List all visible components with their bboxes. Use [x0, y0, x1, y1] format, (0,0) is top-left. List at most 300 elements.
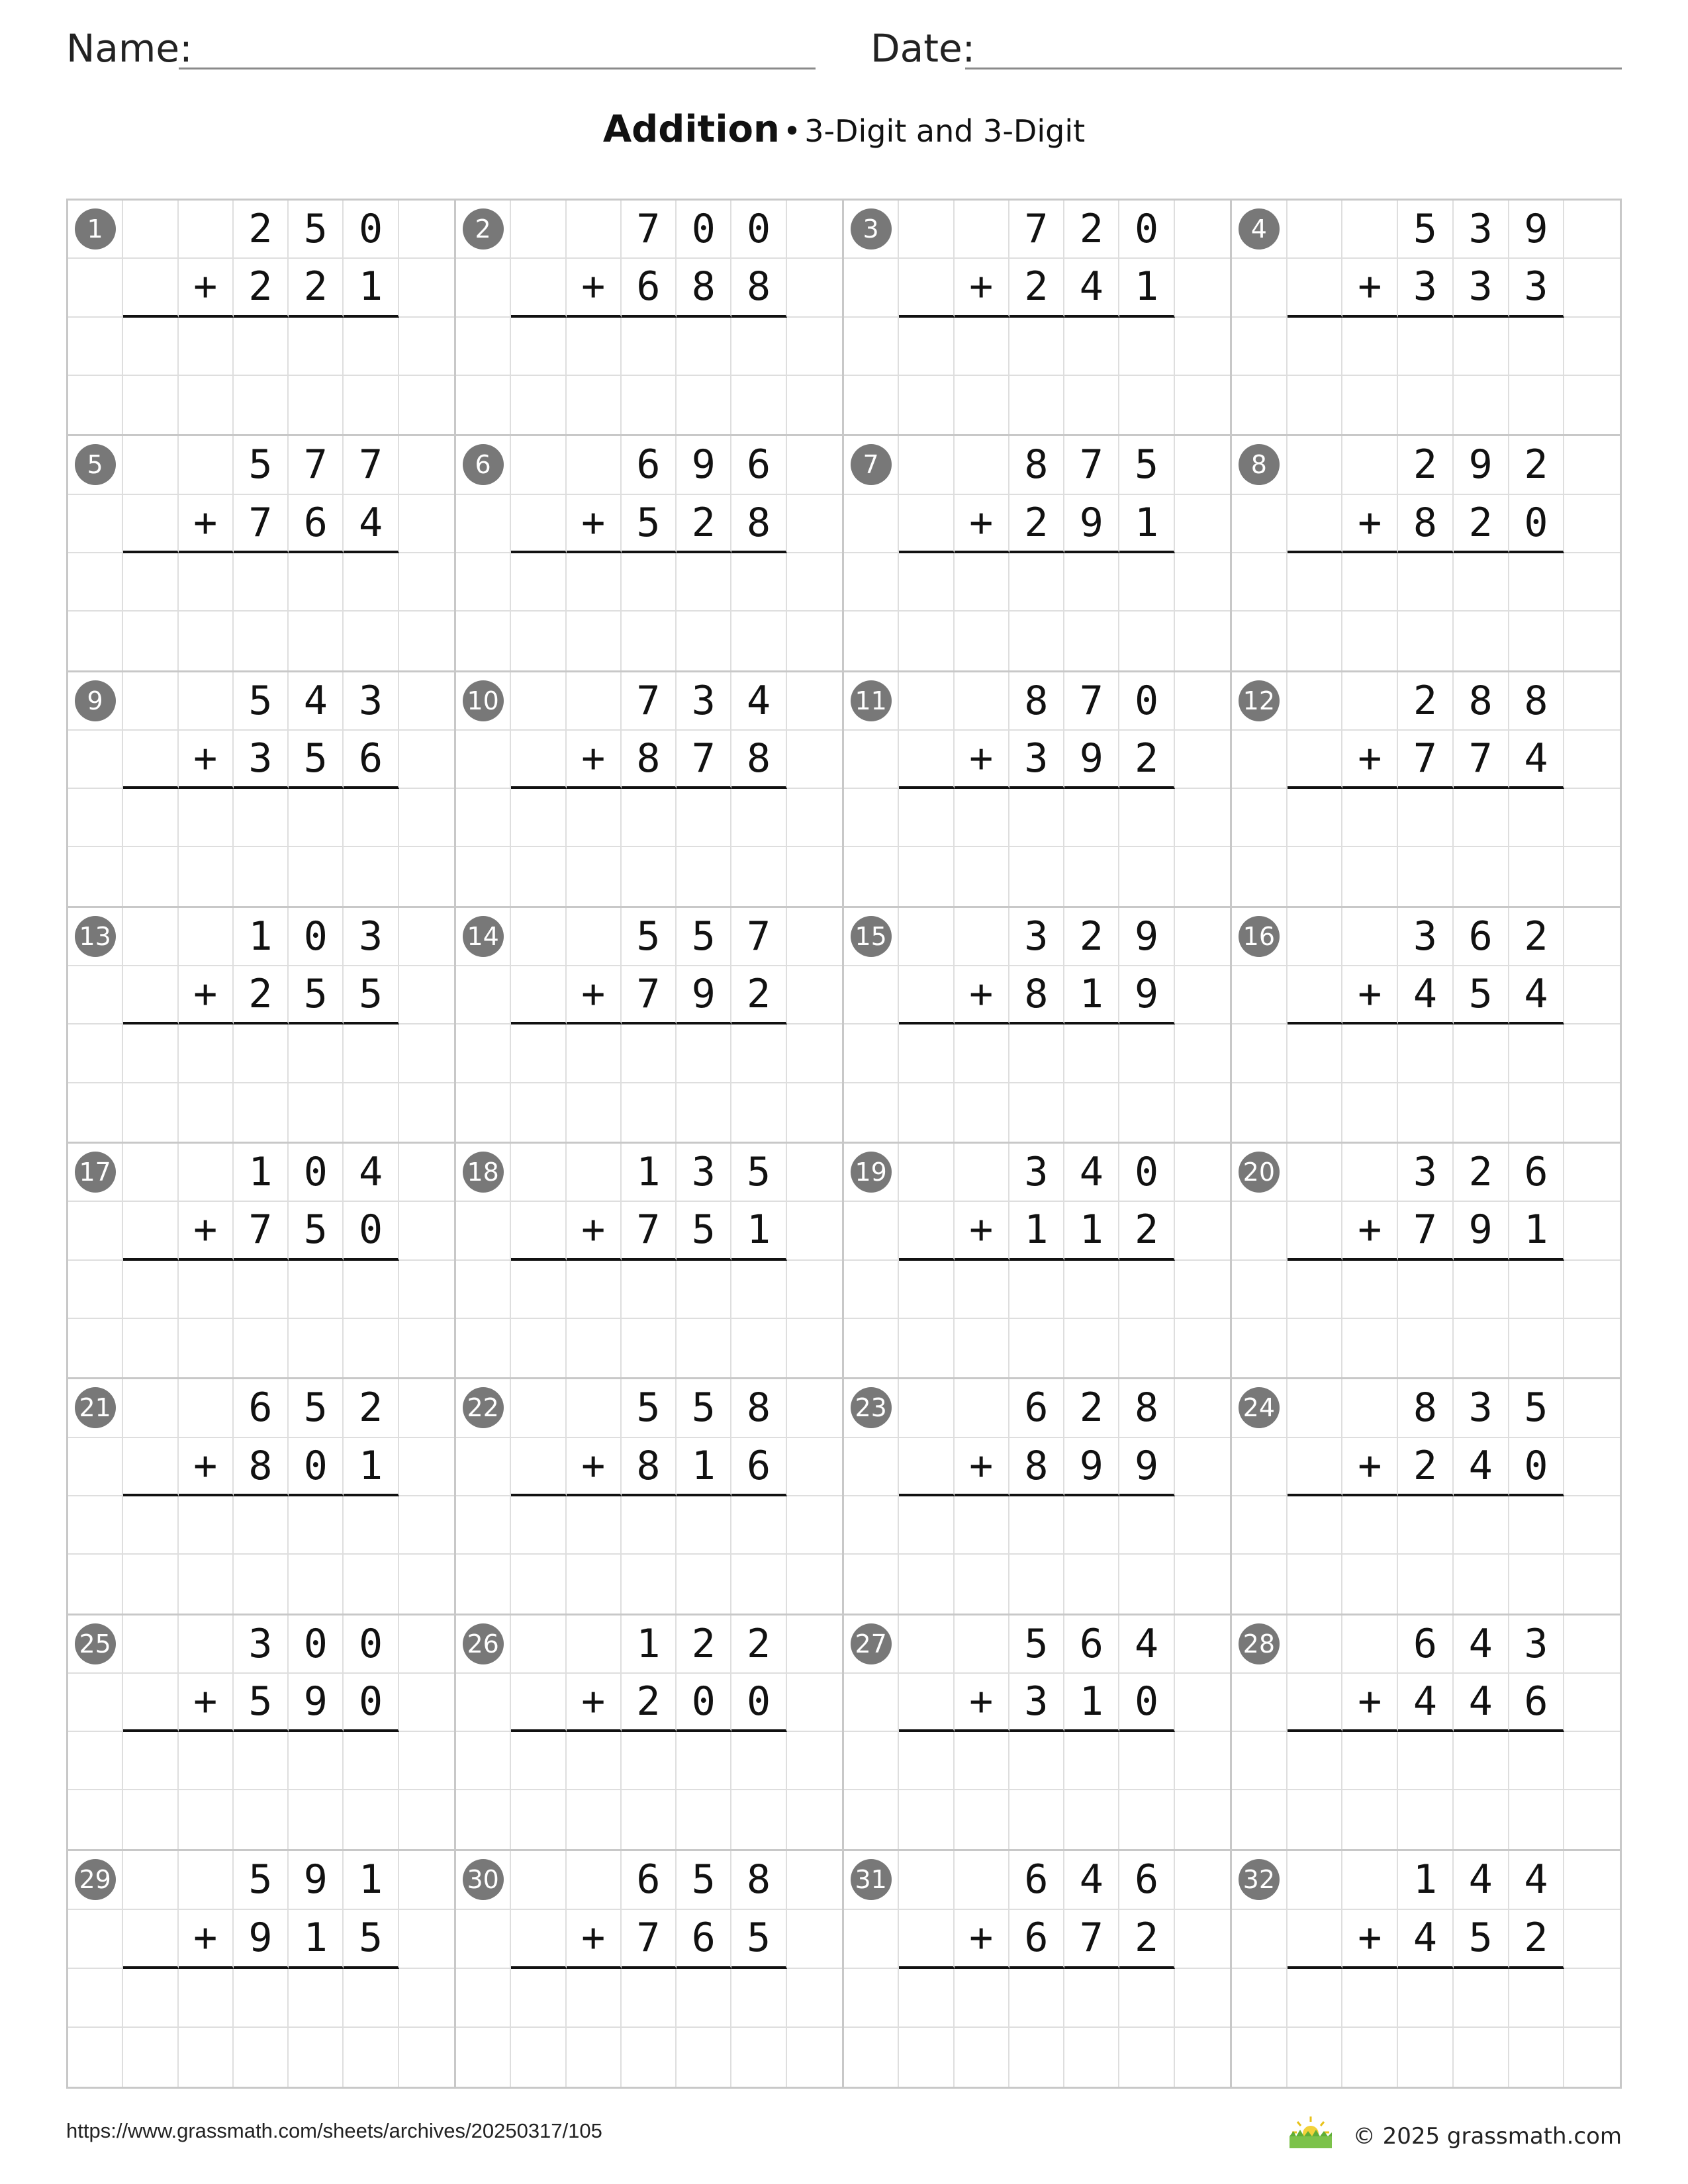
work-cell[interactable]: [567, 376, 622, 434]
work-cell[interactable]: [1232, 1024, 1288, 1083]
work-cell[interactable]: [511, 612, 566, 670]
work-cell[interactable]: [1564, 847, 1620, 905]
work-cell[interactable]: [1175, 1083, 1230, 1142]
work-cell[interactable]: [1064, 2028, 1119, 2087]
work-cell[interactable]: [68, 318, 123, 376]
work-cell[interactable]: [844, 1319, 899, 1377]
work-cell[interactable]: [1064, 1024, 1119, 1083]
work-cell[interactable]: [1454, 1732, 1509, 1790]
work-cell[interactable]: [1509, 1555, 1565, 1613]
work-cell[interactable]: [567, 1790, 622, 1848]
work-cell[interactable]: [68, 1083, 123, 1142]
work-cell[interactable]: [123, 1732, 178, 1790]
work-cell[interactable]: [344, 1024, 399, 1083]
work-cell[interactable]: [179, 789, 234, 847]
work-cell[interactable]: [1288, 1261, 1343, 1319]
work-cell[interactable]: [622, 1732, 677, 1790]
work-cell[interactable]: [1564, 1024, 1620, 1083]
work-cell[interactable]: [1342, 376, 1398, 434]
work-cell[interactable]: [123, 1790, 178, 1848]
work-cell[interactable]: [344, 1261, 399, 1319]
work-cell[interactable]: [899, 1496, 954, 1555]
work-cell[interactable]: [844, 1555, 899, 1613]
work-cell[interactable]: [123, 1319, 178, 1377]
work-cell[interactable]: [677, 612, 731, 670]
work-cell[interactable]: [1342, 1969, 1398, 2028]
work-cell[interactable]: [731, 789, 786, 847]
work-cell[interactable]: [511, 847, 566, 905]
work-cell[interactable]: [622, 553, 677, 612]
work-cell[interactable]: [344, 2028, 399, 2087]
work-cell[interactable]: [123, 553, 178, 612]
work-cell[interactable]: [511, 1790, 566, 1848]
work-cell[interactable]: [1398, 1555, 1454, 1613]
work-cell[interactable]: [1009, 1732, 1064, 1790]
work-cell[interactable]: [622, 1083, 677, 1142]
work-cell[interactable]: [1564, 1790, 1620, 1848]
work-cell[interactable]: [456, 1790, 511, 1848]
work-cell[interactable]: [1064, 553, 1119, 612]
work-cell[interactable]: [1454, 789, 1509, 847]
work-cell[interactable]: [1232, 1496, 1288, 1555]
work-cell[interactable]: [1288, 2028, 1343, 2087]
name-field-line[interactable]: [179, 68, 816, 69]
work-cell[interactable]: [1398, 1024, 1454, 1083]
work-cell[interactable]: [289, 318, 344, 376]
work-cell[interactable]: [844, 1261, 899, 1319]
work-cell[interactable]: [1175, 789, 1230, 847]
work-cell[interactable]: [1119, 1790, 1174, 1848]
work-cell[interactable]: [844, 553, 899, 612]
work-cell[interactable]: [1509, 318, 1565, 376]
work-cell[interactable]: [844, 2028, 899, 2087]
work-cell[interactable]: [622, 612, 677, 670]
work-cell[interactable]: [955, 847, 1009, 905]
work-cell[interactable]: [511, 789, 566, 847]
work-cell[interactable]: [511, 1083, 566, 1142]
work-cell[interactable]: [955, 553, 1009, 612]
work-cell[interactable]: [179, 553, 234, 612]
work-cell[interactable]: [1454, 2028, 1509, 2087]
work-cell[interactable]: [1119, 612, 1174, 670]
work-cell[interactable]: [511, 1024, 566, 1083]
work-cell[interactable]: [1064, 1790, 1119, 1848]
work-cell[interactable]: [344, 847, 399, 905]
work-cell[interactable]: [955, 1024, 1009, 1083]
work-cell[interactable]: [731, 1261, 786, 1319]
work-cell[interactable]: [844, 1790, 899, 1848]
work-cell[interactable]: [1564, 553, 1620, 612]
work-cell[interactable]: [179, 1732, 234, 1790]
work-cell[interactable]: [1119, 1496, 1174, 1555]
work-cell[interactable]: [677, 1024, 731, 1083]
work-cell[interactable]: [899, 1024, 954, 1083]
work-cell[interactable]: [1288, 1024, 1343, 1083]
work-cell[interactable]: [1342, 1555, 1398, 1613]
work-cell[interactable]: [179, 1790, 234, 1848]
work-cell[interactable]: [1009, 1790, 1064, 1848]
work-cell[interactable]: [787, 318, 842, 376]
work-cell[interactable]: [456, 376, 511, 434]
work-cell[interactable]: [179, 847, 234, 905]
work-cell[interactable]: [234, 2028, 289, 2087]
work-cell[interactable]: [1564, 2028, 1620, 2087]
work-cell[interactable]: [1509, 1496, 1565, 1555]
work-cell[interactable]: [511, 1496, 566, 1555]
work-cell[interactable]: [1064, 612, 1119, 670]
work-cell[interactable]: [622, 1261, 677, 1319]
work-cell[interactable]: [622, 1555, 677, 1613]
work-cell[interactable]: [677, 789, 731, 847]
work-cell[interactable]: [1009, 1024, 1064, 1083]
work-cell[interactable]: [344, 1790, 399, 1848]
work-cell[interactable]: [1009, 1083, 1064, 1142]
work-cell[interactable]: [1288, 553, 1343, 612]
work-cell[interactable]: [1232, 318, 1288, 376]
work-cell[interactable]: [844, 1496, 899, 1555]
work-cell[interactable]: [787, 1555, 842, 1613]
work-cell[interactable]: [1175, 1261, 1230, 1319]
work-cell[interactable]: [567, 553, 622, 612]
work-cell[interactable]: [511, 1969, 566, 2028]
work-cell[interactable]: [234, 1261, 289, 1319]
work-cell[interactable]: [1564, 318, 1620, 376]
work-cell[interactable]: [955, 789, 1009, 847]
work-cell[interactable]: [1288, 1319, 1343, 1377]
work-cell[interactable]: [1175, 2028, 1230, 2087]
work-cell[interactable]: [289, 1024, 344, 1083]
work-cell[interactable]: [844, 847, 899, 905]
work-cell[interactable]: [68, 553, 123, 612]
work-cell[interactable]: [787, 1024, 842, 1083]
work-cell[interactable]: [179, 318, 234, 376]
work-cell[interactable]: [899, 318, 954, 376]
work-cell[interactable]: [1454, 612, 1509, 670]
work-cell[interactable]: [1064, 789, 1119, 847]
work-cell[interactable]: [1509, 376, 1565, 434]
work-cell[interactable]: [567, 1969, 622, 2028]
work-cell[interactable]: [1454, 1319, 1509, 1377]
work-cell[interactable]: [955, 318, 1009, 376]
work-cell[interactable]: [787, 553, 842, 612]
work-cell[interactable]: [234, 376, 289, 434]
work-cell[interactable]: [1454, 1496, 1509, 1555]
work-cell[interactable]: [1119, 1319, 1174, 1377]
work-cell[interactable]: [1009, 847, 1064, 905]
work-cell[interactable]: [1175, 612, 1230, 670]
work-cell[interactable]: [677, 376, 731, 434]
work-cell[interactable]: [234, 553, 289, 612]
work-cell[interactable]: [1398, 789, 1454, 847]
work-cell[interactable]: [68, 612, 123, 670]
work-cell[interactable]: [677, 1261, 731, 1319]
work-cell[interactable]: [1509, 2028, 1565, 2087]
work-cell[interactable]: [1454, 376, 1509, 434]
work-cell[interactable]: [1064, 1496, 1119, 1555]
work-cell[interactable]: [567, 612, 622, 670]
work-cell[interactable]: [677, 1496, 731, 1555]
work-cell[interactable]: [1288, 847, 1343, 905]
work-cell[interactable]: [123, 612, 178, 670]
work-cell[interactable]: [731, 1083, 786, 1142]
work-cell[interactable]: [1064, 847, 1119, 905]
work-cell[interactable]: [899, 847, 954, 905]
work-cell[interactable]: [1398, 1790, 1454, 1848]
work-cell[interactable]: [1342, 553, 1398, 612]
work-cell[interactable]: [899, 1319, 954, 1377]
work-cell[interactable]: [1232, 553, 1288, 612]
work-cell[interactable]: [1564, 1261, 1620, 1319]
work-cell[interactable]: [456, 1732, 511, 1790]
work-cell[interactable]: [1454, 1024, 1509, 1083]
work-cell[interactable]: [787, 1732, 842, 1790]
work-cell[interactable]: [456, 789, 511, 847]
work-cell[interactable]: [622, 1790, 677, 1848]
work-cell[interactable]: [622, 318, 677, 376]
work-cell[interactable]: [622, 789, 677, 847]
work-cell[interactable]: [1119, 1261, 1174, 1319]
work-cell[interactable]: [1342, 847, 1398, 905]
work-cell[interactable]: [787, 1083, 842, 1142]
work-cell[interactable]: [1509, 1261, 1565, 1319]
work-cell[interactable]: [1175, 318, 1230, 376]
work-cell[interactable]: [1454, 553, 1509, 612]
work-cell[interactable]: [1232, 376, 1288, 434]
work-cell[interactable]: [1398, 612, 1454, 670]
work-cell[interactable]: [567, 1261, 622, 1319]
work-cell[interactable]: [1119, 1969, 1174, 2028]
work-cell[interactable]: [955, 2028, 1009, 2087]
work-cell[interactable]: [1232, 1790, 1288, 1848]
work-cell[interactable]: [787, 612, 842, 670]
work-cell[interactable]: [955, 376, 1009, 434]
work-cell[interactable]: [456, 1555, 511, 1613]
work-cell[interactable]: [289, 1732, 344, 1790]
work-cell[interactable]: [844, 318, 899, 376]
work-cell[interactable]: [289, 847, 344, 905]
work-cell[interactable]: [511, 318, 566, 376]
work-cell[interactable]: [179, 2028, 234, 2087]
work-cell[interactable]: [123, 1083, 178, 1142]
work-cell[interactable]: [567, 1496, 622, 1555]
work-cell[interactable]: [1175, 1024, 1230, 1083]
work-cell[interactable]: [955, 1261, 1009, 1319]
work-cell[interactable]: [1454, 1555, 1509, 1613]
work-cell[interactable]: [1509, 612, 1565, 670]
work-cell[interactable]: [955, 1732, 1009, 1790]
work-cell[interactable]: [567, 1319, 622, 1377]
work-cell[interactable]: [899, 1083, 954, 1142]
work-cell[interactable]: [234, 789, 289, 847]
work-cell[interactable]: [344, 318, 399, 376]
work-cell[interactable]: [234, 1732, 289, 1790]
work-cell[interactable]: [1119, 318, 1174, 376]
work-cell[interactable]: [179, 1319, 234, 1377]
work-cell[interactable]: [1509, 553, 1565, 612]
work-cell[interactable]: [731, 1319, 786, 1377]
work-cell[interactable]: [1175, 1496, 1230, 1555]
work-cell[interactable]: [899, 1732, 954, 1790]
work-cell[interactable]: [289, 2028, 344, 2087]
work-cell[interactable]: [567, 318, 622, 376]
work-cell[interactable]: [1119, 847, 1174, 905]
work-cell[interactable]: [731, 2028, 786, 2087]
work-cell[interactable]: [1175, 1969, 1230, 2028]
work-cell[interactable]: [1232, 612, 1288, 670]
work-cell[interactable]: [289, 1083, 344, 1142]
work-cell[interactable]: [731, 1969, 786, 2028]
work-cell[interactable]: [1564, 1083, 1620, 1142]
work-cell[interactable]: [289, 553, 344, 612]
work-cell[interactable]: [179, 1083, 234, 1142]
work-cell[interactable]: [731, 1732, 786, 1790]
work-cell[interactable]: [731, 318, 786, 376]
work-cell[interactable]: [511, 553, 566, 612]
work-cell[interactable]: [1398, 1732, 1454, 1790]
work-cell[interactable]: [399, 847, 454, 905]
work-cell[interactable]: [399, 1319, 454, 1377]
work-cell[interactable]: [1454, 847, 1509, 905]
work-cell[interactable]: [677, 553, 731, 612]
work-cell[interactable]: [399, 1555, 454, 1613]
work-cell[interactable]: [344, 376, 399, 434]
work-cell[interactable]: [344, 1319, 399, 1377]
work-cell[interactable]: [344, 789, 399, 847]
work-cell[interactable]: [399, 1790, 454, 1848]
work-cell[interactable]: [1288, 1496, 1343, 1555]
work-cell[interactable]: [234, 1496, 289, 1555]
work-cell[interactable]: [1064, 1732, 1119, 1790]
work-cell[interactable]: [234, 1319, 289, 1377]
work-cell[interactable]: [344, 1732, 399, 1790]
work-cell[interactable]: [677, 1319, 731, 1377]
work-cell[interactable]: [1119, 1024, 1174, 1083]
work-cell[interactable]: [1009, 612, 1064, 670]
work-cell[interactable]: [955, 612, 1009, 670]
work-cell[interactable]: [1342, 612, 1398, 670]
work-cell[interactable]: [399, 1496, 454, 1555]
work-cell[interactable]: [399, 1083, 454, 1142]
work-cell[interactable]: [1288, 1555, 1343, 1613]
work-cell[interactable]: [844, 612, 899, 670]
work-cell[interactable]: [399, 1261, 454, 1319]
work-cell[interactable]: [511, 1555, 566, 1613]
work-cell[interactable]: [955, 1496, 1009, 1555]
work-cell[interactable]: [1064, 1319, 1119, 1377]
work-cell[interactable]: [1009, 318, 1064, 376]
work-cell[interactable]: [1342, 789, 1398, 847]
work-cell[interactable]: [456, 847, 511, 905]
work-cell[interactable]: [844, 1024, 899, 1083]
work-cell[interactable]: [1454, 1261, 1509, 1319]
work-cell[interactable]: [899, 553, 954, 612]
work-cell[interactable]: [1064, 376, 1119, 434]
work-cell[interactable]: [1398, 847, 1454, 905]
work-cell[interactable]: [955, 1790, 1009, 1848]
work-cell[interactable]: [622, 1024, 677, 1083]
work-cell[interactable]: [123, 1261, 178, 1319]
work-cell[interactable]: [844, 1732, 899, 1790]
work-cell[interactable]: [1119, 1083, 1174, 1142]
work-cell[interactable]: [1232, 789, 1288, 847]
work-cell[interactable]: [677, 847, 731, 905]
work-cell[interactable]: [1454, 1969, 1509, 2028]
work-cell[interactable]: [68, 1496, 123, 1555]
work-cell[interactable]: [289, 1261, 344, 1319]
work-cell[interactable]: [1342, 2028, 1398, 2087]
work-cell[interactable]: [787, 847, 842, 905]
work-cell[interactable]: [1509, 1732, 1565, 1790]
work-cell[interactable]: [567, 1732, 622, 1790]
work-cell[interactable]: [1232, 1732, 1288, 1790]
work-cell[interactable]: [899, 1969, 954, 2028]
work-cell[interactable]: [731, 1790, 786, 1848]
work-cell[interactable]: [1009, 789, 1064, 847]
work-cell[interactable]: [622, 376, 677, 434]
work-cell[interactable]: [1009, 1496, 1064, 1555]
work-cell[interactable]: [123, 376, 178, 434]
work-cell[interactable]: [344, 553, 399, 612]
work-cell[interactable]: [234, 1083, 289, 1142]
work-cell[interactable]: [567, 1083, 622, 1142]
work-cell[interactable]: [1398, 2028, 1454, 2087]
work-cell[interactable]: [234, 612, 289, 670]
work-cell[interactable]: [1564, 1555, 1620, 1613]
work-cell[interactable]: [1288, 1969, 1343, 2028]
work-cell[interactable]: [1454, 1083, 1509, 1142]
work-cell[interactable]: [1509, 847, 1565, 905]
work-cell[interactable]: [1509, 1024, 1565, 1083]
work-cell[interactable]: [456, 1496, 511, 1555]
work-cell[interactable]: [1175, 376, 1230, 434]
work-cell[interactable]: [1342, 1496, 1398, 1555]
work-cell[interactable]: [899, 1261, 954, 1319]
work-cell[interactable]: [1009, 1555, 1064, 1613]
work-cell[interactable]: [123, 1555, 178, 1613]
work-cell[interactable]: [731, 553, 786, 612]
work-cell[interactable]: [1342, 1024, 1398, 1083]
work-cell[interactable]: [234, 1969, 289, 2028]
work-cell[interactable]: [899, 1555, 954, 1613]
work-cell[interactable]: [344, 1496, 399, 1555]
work-cell[interactable]: [123, 847, 178, 905]
work-cell[interactable]: [567, 847, 622, 905]
work-cell[interactable]: [1119, 1732, 1174, 1790]
work-cell[interactable]: [68, 1555, 123, 1613]
work-cell[interactable]: [1288, 1083, 1343, 1142]
work-cell[interactable]: [399, 1024, 454, 1083]
work-cell[interactable]: [344, 612, 399, 670]
work-cell[interactable]: [731, 612, 786, 670]
work-cell[interactable]: [1064, 1261, 1119, 1319]
work-cell[interactable]: [68, 1969, 123, 2028]
work-cell[interactable]: [731, 376, 786, 434]
work-cell[interactable]: [456, 318, 511, 376]
work-cell[interactable]: [68, 376, 123, 434]
work-cell[interactable]: [1009, 1969, 1064, 2028]
work-cell[interactable]: [289, 1496, 344, 1555]
work-cell[interactable]: [179, 1496, 234, 1555]
work-cell[interactable]: [1564, 1496, 1620, 1555]
work-cell[interactable]: [1564, 1969, 1620, 2028]
work-cell[interactable]: [844, 789, 899, 847]
work-cell[interactable]: [179, 1261, 234, 1319]
work-cell[interactable]: [1288, 1790, 1343, 1848]
work-cell[interactable]: [955, 1083, 1009, 1142]
work-cell[interactable]: [1175, 1732, 1230, 1790]
work-cell[interactable]: [1232, 1083, 1288, 1142]
work-cell[interactable]: [1509, 1969, 1565, 2028]
